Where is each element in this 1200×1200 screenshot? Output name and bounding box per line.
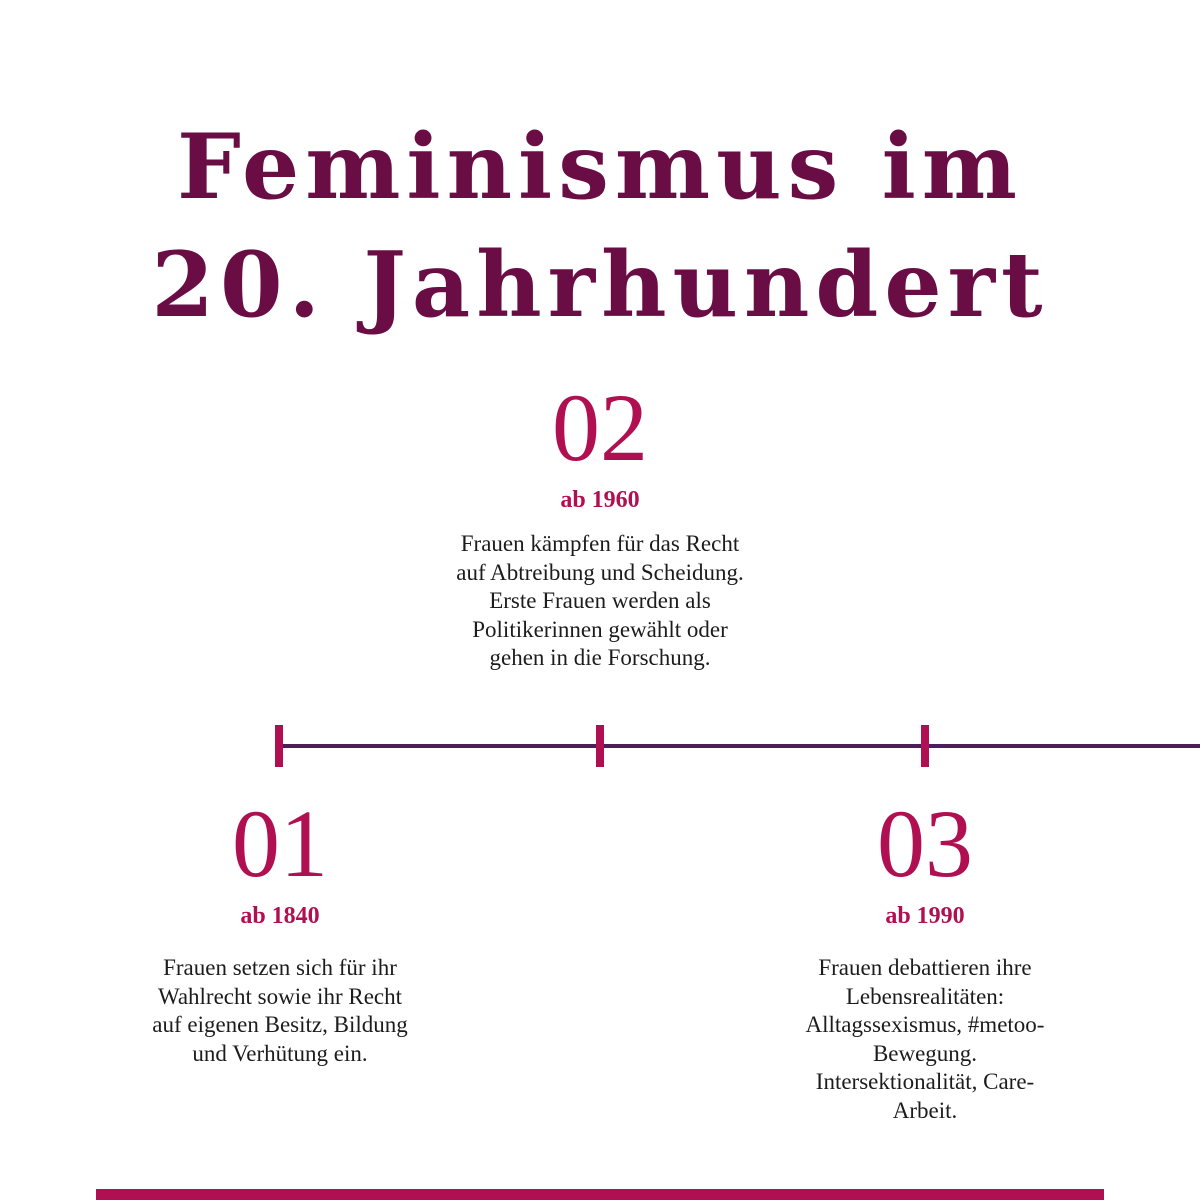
timeline-axis bbox=[278, 744, 1200, 748]
entry-number: 02 bbox=[552, 374, 648, 481]
entry-description: Frauen kämpfen für das Recht auf Abtreibung und Scheidung. Erste Frauen werden als Politikerinnen gewählt oder gehen in die Forschung. bbox=[456, 531, 744, 670]
title-line-2: 20. Jahrhundert bbox=[151, 232, 1049, 338]
entry-description: Frauen debattieren ihre Lebensrealitäten: Alltagssexismus, #metoo-Bewegung. Intersektionalität, Care-Arbeit. bbox=[805, 955, 1045, 1123]
entry-number: 03 bbox=[877, 790, 973, 897]
timeline-tick-01 bbox=[275, 725, 283, 767]
bottom-accent-bar bbox=[96, 1189, 1104, 1200]
timeline-entry-01 bbox=[130, 790, 430, 1068]
entry-period: ab 1840 bbox=[240, 903, 320, 929]
timeline-tick-02 bbox=[596, 725, 604, 767]
page-title bbox=[0, 108, 1200, 344]
entry-period: ab 1990 bbox=[885, 903, 965, 929]
timeline-entry-03 bbox=[775, 790, 1075, 1125]
timeline-tick-03 bbox=[921, 725, 929, 767]
entry-number: 01 bbox=[232, 790, 328, 897]
entry-period: ab 1960 bbox=[560, 487, 640, 513]
timeline-entry-02 bbox=[440, 374, 760, 673]
title-line-1: Feminismus im bbox=[176, 114, 1024, 220]
entry-description: Frauen setzen sich für ihr Wahlrecht sowie ihr Recht auf eigenen Besitz, Bildung und Verhütung ein. bbox=[152, 955, 408, 1066]
